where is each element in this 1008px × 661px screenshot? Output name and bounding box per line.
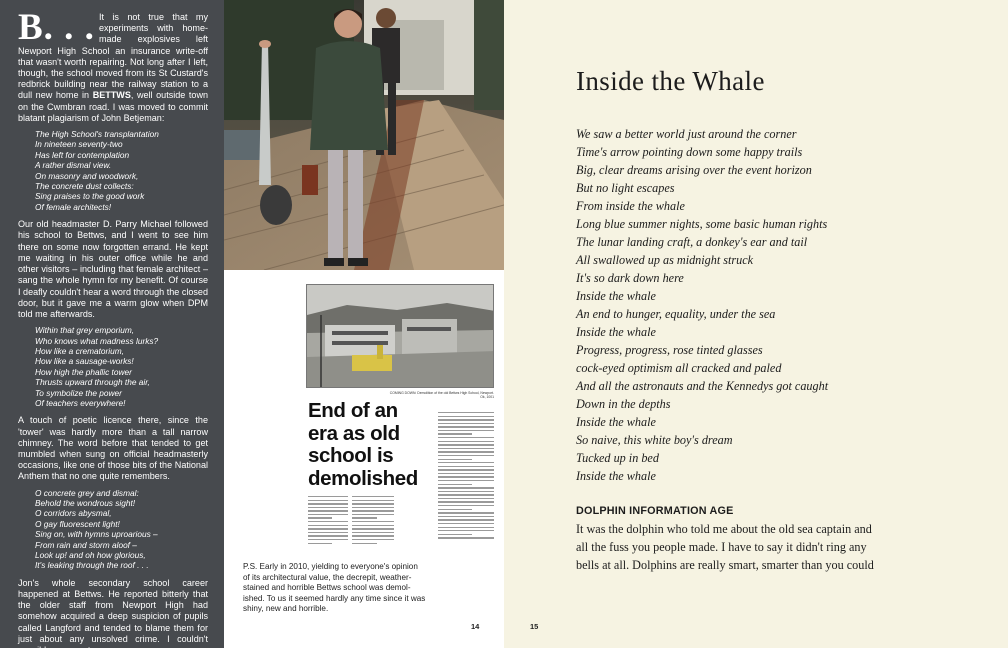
newsprint-line: [352, 514, 394, 515]
newsprint-line: [438, 412, 494, 413]
newsprint-line: [438, 501, 494, 502]
newsprint-line: [438, 519, 494, 520]
newsprint-line: [438, 416, 494, 417]
newsprint-line: [438, 491, 494, 492]
newsprint-line: [438, 430, 494, 431]
poem-line: It's so dark down here: [576, 271, 684, 285]
poem-line: From inside the whale: [576, 199, 685, 213]
newsprint-line: [438, 476, 494, 477]
newsprint-line: [308, 525, 348, 526]
newsprint-line: [438, 537, 494, 538]
paragraph-1-text-b: , well outside town on the Cwmbran road. I was moved to commit blatant plagiarism of John Betjeman:: [18, 90, 209, 123]
clipping-headline: [308, 400, 436, 490]
newsprint-line: [438, 512, 494, 513]
demolition-photo: [306, 284, 494, 388]
paragraph-2: Our old headmaster D. Parry Michael followed his school to Bettws, and I went to see him there on some now forgotten errand. He kept me waiting in his outer office while he and other visitors – including that female architect – sang the whole hymn for my benefit. Of course I deafly couldn't hear a word through the closed door, but it gave me a warm glow when DPM told me afterwards.: [18, 219, 208, 319]
newsprint-line: [352, 517, 377, 518]
verse-line: Thrusts upward through the air,: [35, 377, 150, 388]
newsprint-line: [352, 539, 394, 540]
newsprint-line: [308, 521, 348, 522]
newsprint-line: [438, 534, 472, 535]
left-column-text: [18, 7, 209, 661]
verse-line: A rather dismal view.: [35, 160, 112, 171]
page-number-15: 15: [530, 622, 539, 631]
newsprint-line: [308, 507, 348, 508]
newsprint-line: [308, 514, 348, 515]
page-number-14: 14: [471, 622, 480, 631]
newsprint-line: [352, 528, 394, 529]
newsprint-line: [438, 423, 494, 424]
verse-line: Of teachers everywhere!: [35, 397, 126, 408]
verse-line: O gay fluorescent light!: [35, 518, 120, 529]
poem-line: Inside the whale: [576, 469, 656, 483]
verse-line: The concrete dust collects:: [35, 181, 134, 192]
newsprint-line: [308, 528, 348, 529]
newsprint-line: [308, 517, 332, 518]
verse-line: Of female architects!: [35, 201, 112, 212]
newsprint-line: [308, 543, 332, 544]
bettws-bold: BETTWS: [92, 90, 131, 101]
verse-line: O concrete grey and dismal:: [35, 487, 139, 498]
newsprint-line: [438, 441, 494, 442]
newsprint-line: [438, 523, 494, 524]
headline-line: End of an: [308, 399, 398, 422]
ps-line: P.S. Early in 2010, yielding to everyone's opinion: [243, 562, 418, 571]
paragraph-4: Jon's whole secondary school career happened at Bettws. He reported bitterly that the older staff from Newport High had somehow acquired a deep suspicion of pupils called Langford and tended to blame them for just about any unsolved crime. I couldn't possibly comment.: [18, 577, 208, 656]
verse-line: From rain and storm aloof –: [35, 539, 137, 550]
newsprint-line: [352, 532, 394, 533]
newsprint-line: [352, 503, 394, 504]
paragraph-3: A touch of poetic licence there, since the 'tower' was hardly more than a tall narrow chimney. The word before that tended to get mumbled when sung on official headmasterly occasions, like one of those bits of the National Anthem that no one quite remembers.: [18, 415, 208, 482]
verse-line: Sing on, with hymns uproarious –: [35, 529, 158, 540]
newsprint-line: [438, 426, 494, 427]
poem-line: All swallowed up as midnight struck: [576, 253, 754, 267]
newspaper-clipping: [306, 284, 494, 550]
newsprint-line: [438, 480, 494, 481]
newsprint-line: [438, 444, 494, 445]
section-line: It was the dolphin who told me about the old sea captain and: [576, 522, 872, 536]
clipping-caption: COMING DOWN: Demolition of the old Bettws High School, Newport. Ok, 1001: [389, 391, 494, 399]
poem-line: Big, clear dreams arising over the event horizon: [576, 163, 812, 177]
section-heading: DOLPHIN INFORMATION AGE: [576, 505, 734, 517]
ps-paragraph: [243, 562, 489, 615]
poem-line: And all the astronauts and the Kennedys got caught: [576, 379, 829, 393]
newsprint-line: [438, 448, 494, 449]
newsprint-line: [308, 510, 348, 511]
right-page: [504, 0, 1008, 648]
photo-page: [224, 0, 504, 648]
ps-line: stained and horrible Bettws school was demol-: [243, 583, 411, 593]
clipping-column-1: [308, 496, 348, 546]
newsprint-line: [352, 500, 394, 501]
newsprint-line: [438, 459, 472, 460]
verse-line: Sing praises to the good work: [35, 191, 145, 202]
newsprint-line: [308, 532, 348, 533]
newsprint-line: [308, 503, 348, 504]
newsprint-line: [352, 507, 394, 508]
ps-line: shiny, new and horrible.: [243, 604, 329, 614]
verse-line: Look up! and oh how glorious,: [35, 550, 146, 561]
newsprint-line: [438, 494, 494, 495]
clipping-column-2: [352, 496, 394, 546]
ps-line: ished. To us it seemed hardly any time since it was: [243, 593, 426, 603]
newsprint-line: [438, 455, 494, 456]
verse-line: Who knows what madness lurks?: [35, 335, 159, 346]
poem-line: We saw a better world just around the corner: [576, 127, 797, 141]
verse-line: The High School's transplantation: [35, 129, 159, 140]
poem-line: cock-eyed optimism all cracked and paled: [576, 361, 782, 375]
newsprint-line: [352, 543, 377, 544]
verse-line: To symbolize the power: [35, 387, 122, 398]
poem-line: Down in the depths: [576, 397, 671, 411]
verse-line: How high the phallic tower: [35, 366, 132, 377]
verse-line: How like a sausage-works!: [35, 356, 134, 367]
newsprint-line: [438, 466, 494, 467]
newsprint-line: [438, 451, 494, 452]
newsprint-line: [352, 535, 394, 536]
clipping-column-3: [438, 412, 494, 541]
newsprint-line: [308, 535, 348, 536]
verse-line: In nineteen seventy-two: [35, 139, 123, 150]
verse-2: [35, 325, 208, 408]
newsprint-line: [438, 433, 472, 434]
verse-line: Behold the wondrous sight!: [35, 497, 136, 508]
section-line: bells at all. Dolphins are really smart, smarter than you could: [576, 558, 874, 572]
newsprint-line: [308, 500, 348, 501]
ps-line: of its architectural value, the decrepit, weather-: [243, 572, 412, 582]
paragraph-1: [18, 7, 209, 124]
newsprint-line: [438, 516, 494, 517]
newsprint-line: [352, 496, 394, 497]
newsprint-line: [438, 419, 494, 420]
poem-line: Time's arrow pointing down some happy trails: [576, 145, 803, 159]
poem-line: Inside the whale: [576, 289, 656, 303]
newsprint-line: [352, 510, 394, 511]
poem-title: Inside the Whale: [576, 66, 765, 96]
verse-1: [35, 129, 208, 212]
poem-lyrics: [576, 125, 828, 485]
newsprint-line: [438, 469, 494, 470]
poem-line: Inside the whale: [576, 415, 656, 429]
newsprint-line: [308, 496, 348, 497]
poem-line: Inside the whale: [576, 325, 656, 339]
newsprint-line: [438, 509, 472, 510]
poem-line: But no light escapes: [576, 181, 675, 195]
newsprint-line: [438, 505, 494, 506]
newsprint-line: [438, 527, 494, 528]
verse-line: On masonry and woodwork,: [35, 170, 139, 181]
verse-line: How like a crematorium,: [35, 345, 124, 356]
newsprint-line: [438, 437, 494, 438]
poem-line: Long blue summer nights, some basic human rights: [576, 217, 828, 231]
newsprint-line: [438, 487, 494, 488]
poem-line: An end to hunger, equality, under the sea: [576, 307, 776, 321]
boy-with-fish-photo: [224, 0, 504, 270]
poem-line: Tucked up in bed: [576, 451, 659, 465]
newsprint-line: [352, 525, 394, 526]
newsprint-line: [308, 539, 348, 540]
newsprint-line: [438, 473, 494, 474]
headline-line: era as old: [308, 421, 400, 445]
newsprint-line: [438, 484, 472, 485]
headline-line: school is: [308, 444, 394, 467]
newsprint-line: [352, 521, 394, 522]
verse-line: It's leaking through the roof . . .: [35, 560, 149, 571]
verse-line: O corridors abysmal,: [35, 508, 112, 519]
poem-line: Progress, progress, rose tinted glasses: [576, 343, 763, 357]
verse-3: [35, 488, 208, 571]
headline-line: demolished: [308, 466, 418, 490]
poem-line: So naive, this white boy's dream: [576, 433, 733, 447]
newsprint-line: [438, 462, 494, 463]
section-body: [576, 520, 956, 574]
section-line: all the fuss you people made. I have to say it didn't ring any: [576, 540, 867, 554]
left-text-column: [0, 0, 224, 656]
newsprint-line: [438, 498, 494, 499]
poem-line: The lunar landing craft, a donkey's ear and tail: [576, 235, 808, 249]
verse-line: Within that grey emporium,: [35, 325, 135, 336]
verse-line: Has left for contemplation: [35, 149, 130, 160]
dropcap: B. . .: [18, 7, 95, 48]
newsprint-line: [438, 530, 494, 531]
paragraph-1-text-a: It is not true that my experiments with home-made explosives left Newport High School an insurance write-off that wasn't worth repairing. Not long after I left, though, the school moved from its St Custard's redbrick building near the railway station to a dull new home in: [18, 12, 208, 101]
